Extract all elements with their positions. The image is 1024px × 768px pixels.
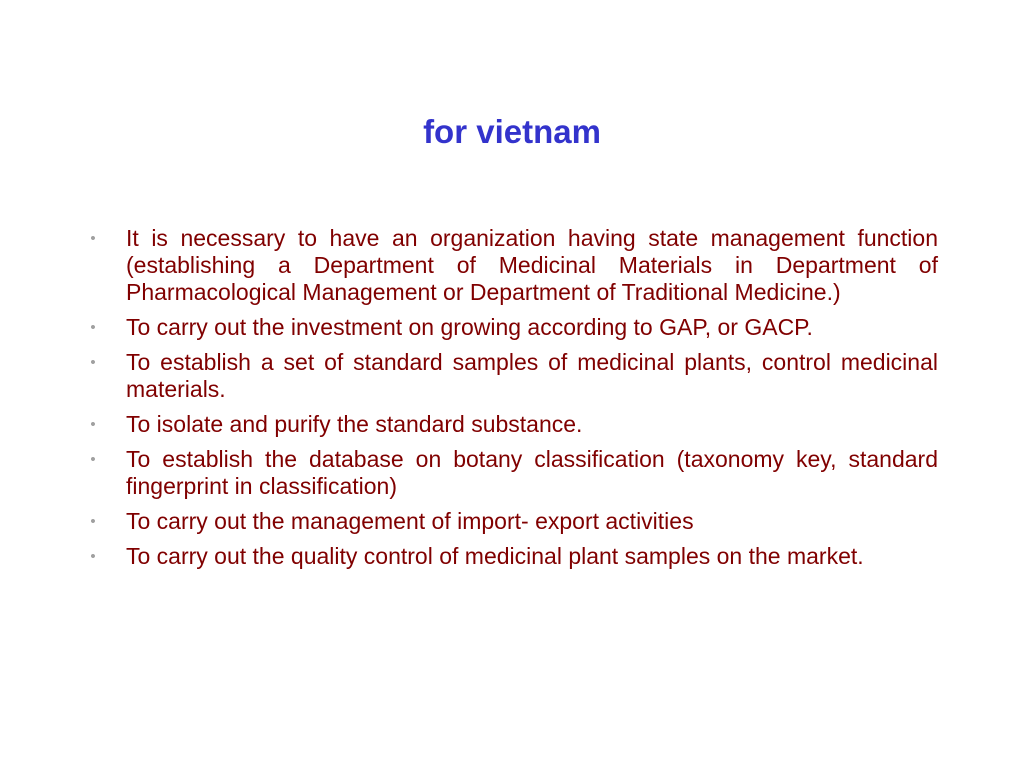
list-item bbox=[86, 446, 938, 500]
bullet-icon: • bbox=[90, 416, 96, 433]
list-item bbox=[86, 543, 938, 570]
bullet-icon: • bbox=[90, 548, 96, 565]
bullet-icon: • bbox=[90, 513, 96, 530]
list-item bbox=[86, 508, 938, 535]
bullet-list bbox=[86, 225, 938, 578]
bullet-icon: • bbox=[90, 230, 96, 247]
bullet-text: To carry out the quality control of medicinal plant samples on the market. bbox=[126, 543, 864, 569]
bullet-text: To isolate and purify the standard substance. bbox=[126, 411, 583, 437]
slide-title: for vietnam bbox=[423, 113, 601, 150]
bullet-icon: • bbox=[90, 319, 96, 336]
bullet-icon: • bbox=[90, 354, 96, 371]
bullet-text: To establish a set of standard samples of medicinal plants, control medicinal materials. bbox=[126, 349, 938, 402]
list-item bbox=[86, 314, 938, 341]
list-item bbox=[86, 349, 938, 403]
bullet-icon: • bbox=[90, 451, 96, 468]
bullet-text: To carry out the investment on growing according to GAP, or GACP. bbox=[126, 314, 813, 340]
list-item bbox=[86, 225, 938, 306]
bullet-text: It is necessary to have an organization having state management function (establishing a Department of Medicinal Materials in Department of Pharmacological Management or Department of Traditional Medicine.) bbox=[126, 225, 938, 305]
list-item bbox=[86, 411, 938, 438]
bullet-text: To carry out the management of import- export activities bbox=[126, 508, 694, 534]
bullet-text: To establish the database on botany classification (taxonomy key, standard fingerprint in classification) bbox=[126, 446, 938, 499]
